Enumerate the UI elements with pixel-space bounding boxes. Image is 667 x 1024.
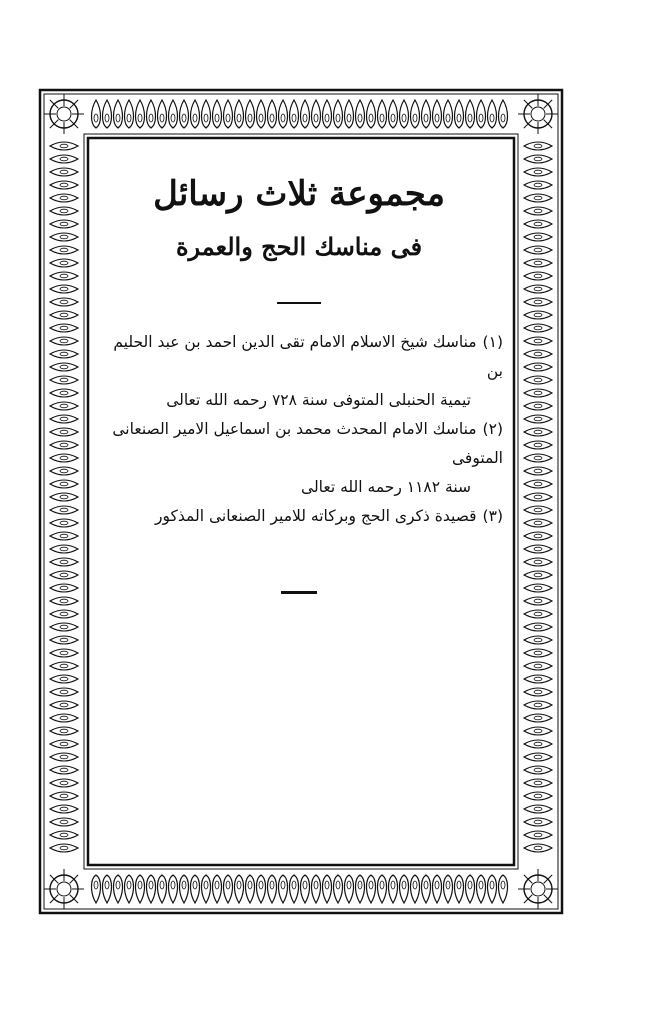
title-page xyxy=(95,160,503,860)
page-subtitle: فى مناسك الحج والعمرة xyxy=(175,232,423,261)
item-text: قصيدة ذكرى الحج وبركاته للامير الصنعانى المذكور xyxy=(155,507,477,525)
item-text-continued: تيمية الحنبلى المتوفى سنة ٧٢٨ رحمه الله تعالى xyxy=(166,391,471,409)
list-item xyxy=(95,502,503,531)
item-text-continued: سنة ١١٨٢ رحمه الله تعالى xyxy=(301,478,471,496)
item-number: (١) xyxy=(482,333,503,351)
contents-list xyxy=(95,328,503,531)
bottom-divider xyxy=(281,591,317,594)
item-text: مناسك الامام المحدث محمد بن اسماعيل الامير الصنعانى المتوفى xyxy=(112,420,503,467)
item-text: مناسك شيخ الاسلام الامام تقى الدين احمد بن عبد الحليم بن xyxy=(113,333,503,380)
divider xyxy=(277,302,321,304)
item-number: (٢) xyxy=(482,420,503,438)
item-number: (٣) xyxy=(482,507,503,525)
list-item xyxy=(95,415,503,502)
list-item xyxy=(95,328,503,415)
page-title: مجموعة ثلاث رسائل xyxy=(153,174,445,214)
